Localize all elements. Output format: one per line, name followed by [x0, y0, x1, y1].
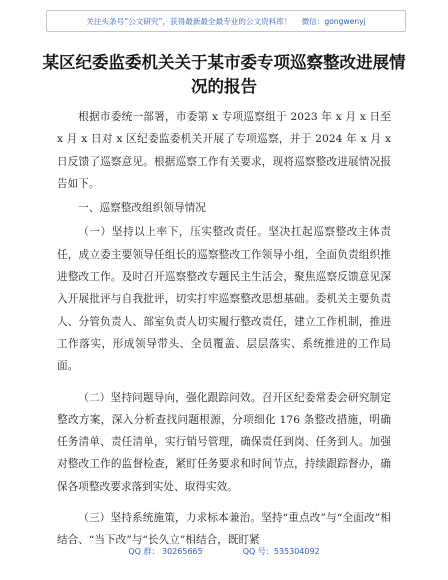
- body-paragraph: （一）坚持以上率下，压实整改责任。坚决扛起巡察整改主体责任，成立委主要领导任组长的巡察整改工作领导小组，全面负责组织推进整改工作。及时召开巡察整改专题民主生活会，聚焦巡察反馈意见深入开展批评与自我批评，切实打牢巡察整改思想基础。委机关主要负责人、分管负责人、部室负责人切实履行整改责任，建立工作机制，推进工作落实，形成领导带头、全员覆盖、层层落实、系统推进的工作局面。: [57, 226, 391, 373]
- wechat-id: 微信：gongwenyj: [301, 16, 366, 26]
- qq-group: QQ 群： 30265665: [128, 547, 203, 556]
- page-footer: [0, 546, 448, 557]
- intro-paragraph: 根据市委统一部署，市委第 x 专项巡察组于 2023 年 x 月 x 日至 x 月 x 日对 x 区纪委监委机关开展了专项巡察，并于 2024 年 x 月 x 日反馈了巡察意见。根据巡察工作有关要求，现将巡察整改进展情况报告如下。: [57, 111, 391, 190]
- document-title: 某区纪委监委机关关于某市委专项巡察整改进展情况的报告: [42, 53, 406, 96]
- promo-banner: [46, 10, 406, 32]
- qq-number: QQ 号：535304092: [242, 547, 320, 556]
- body-paragraph: （二）坚持问题导向，强化跟踪问效。召开区纪委常委会研究制定整改方案，深入分析查找问题根源，分项细化 176 条整改措施，明确任务清单、责任清单，实行销号管理，确保责任到岗、任务到人。加强对整改工作的监督检查，紧盯任务要求和时间节点，持续跟踪督办，确保各项整改要求落到实处、取得实效。: [57, 391, 391, 493]
- section-heading: 一、巡察整改组织领导情况: [78, 202, 206, 215]
- body-paragraph: （三）坚持系统施策，力求标本兼治。坚持“重点改”与“全面改”相结合、“当下改”与“长久立”相结合，既盯紧: [57, 512, 391, 547]
- document-body: [57, 106, 391, 552]
- promo-text: 关注头条号“公文研究”，获得最新最全最专业的公文资料库！: [86, 16, 292, 26]
